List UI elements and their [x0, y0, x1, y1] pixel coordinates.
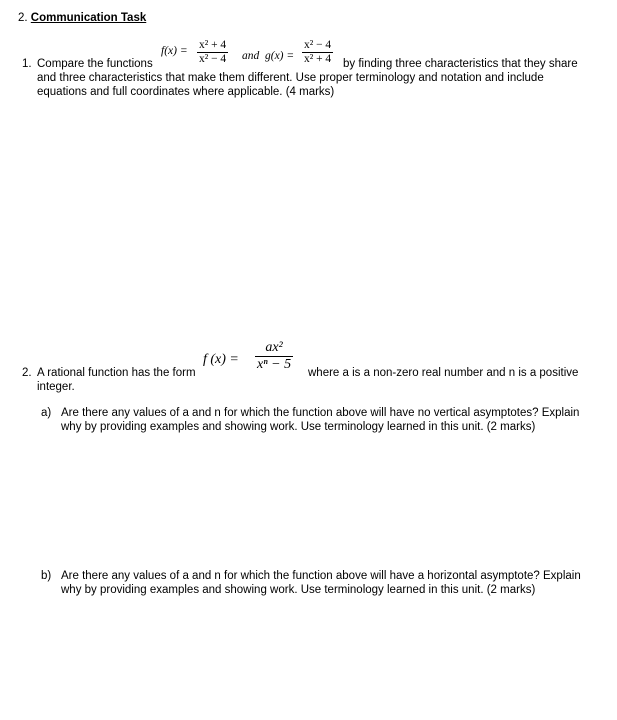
q1-suffix: by finding three characteristics that they share: [343, 58, 578, 70]
q2-f-label: f (x) =: [203, 352, 239, 367]
q1-line2: and three characteristics that make them different. Use proper terminology and notation and include: [37, 72, 544, 84]
q2a-line2: why by providing examples and showing work. Use terminology learned in this unit. (2 marks): [61, 421, 536, 433]
q2b-label: b): [41, 570, 52, 582]
q1-g-numerator: x² − 4: [304, 39, 332, 51]
q2-line2: integer.: [37, 381, 75, 393]
q1-prefix: Compare the functions: [37, 58, 153, 70]
q2-number: 2.: [22, 367, 32, 379]
q2-f-denominator: xⁿ − 5: [257, 357, 292, 372]
section-heading: [18, 12, 146, 24]
q1-g-label: g(x) =: [265, 50, 295, 62]
q1-and-word: and: [242, 50, 260, 62]
q2-prefix: A rational function has the form: [37, 367, 196, 379]
q1-number: 1.: [22, 58, 32, 70]
q2-f-fraction: [255, 340, 293, 373]
q1-f-denominator: x² − 4: [199, 53, 227, 65]
q1-f-numerator: x² + 4: [199, 39, 227, 51]
q2a-label: a): [41, 407, 52, 419]
section-number: 2.: [18, 12, 28, 24]
q1-g-denominator: x² + 4: [304, 53, 332, 65]
q1-f-label: f(x) =: [161, 45, 188, 57]
q2b-line2: why by providing examples and showing work. Use terminology learned in this unit. (2 marks): [61, 584, 536, 596]
q1-g-fraction: [302, 39, 333, 66]
q2-f-numerator: ax²: [265, 340, 283, 355]
q2b-line1: Are there any values of a and n for which the function above will have a horizontal asymptote? Explain: [61, 570, 581, 582]
q1-line3: equations and full coordinates where applicable. (4 marks): [37, 86, 335, 98]
q2-suffix: where a is a non-zero real number and n is a positive: [308, 367, 579, 379]
q1-f-fraction: [197, 39, 228, 66]
section-title: Communication Task: [30, 12, 147, 24]
q2a-line1: Are there any values of a and n for which the function above will have no vertical asymptotes? Explain: [61, 407, 580, 419]
